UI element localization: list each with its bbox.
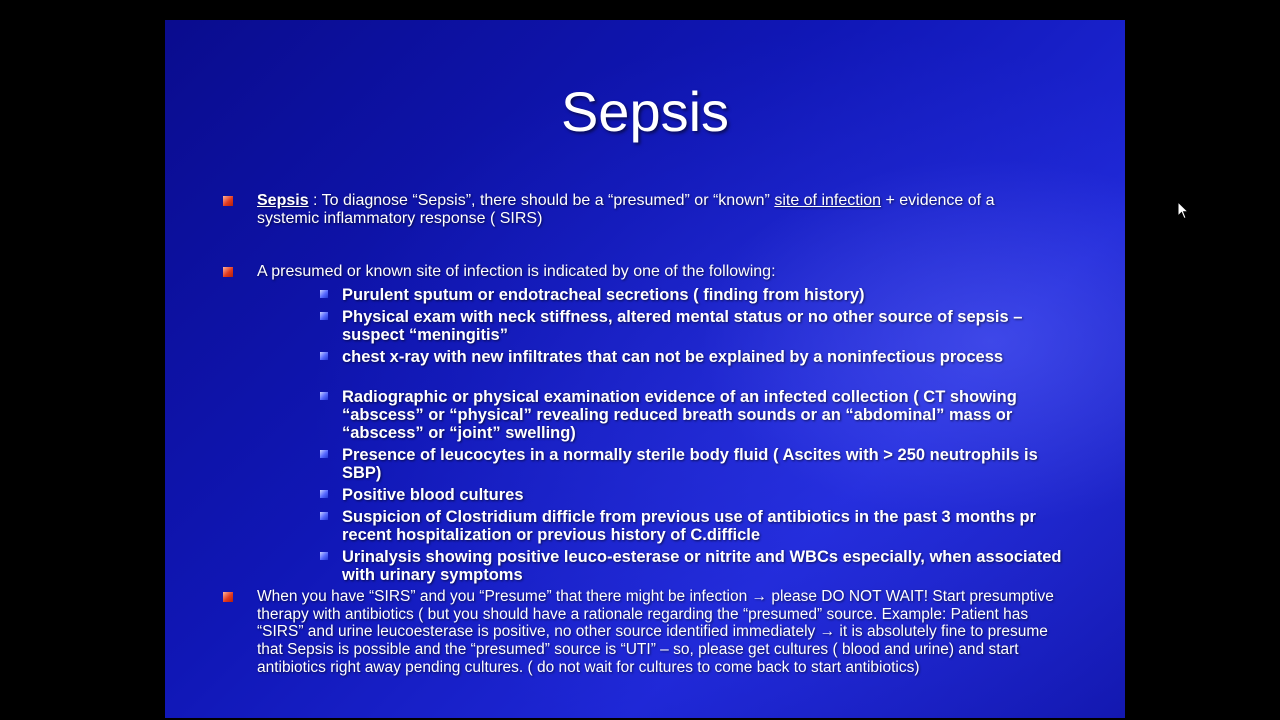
square-bullet-icon xyxy=(320,512,328,520)
list-item: chest x-ray with new infiltrates that can not be explained by a noninfectious process xyxy=(342,348,1004,366)
square-bullet-icon xyxy=(320,490,328,498)
square-bullet-icon xyxy=(320,450,328,458)
square-bullet-icon xyxy=(320,312,328,320)
square-bullet-icon xyxy=(320,290,328,298)
list-item: Radiographic or physical examination evidence of an infected collection ( CT showing “abscess” or “physical” revealing reduced breath sounds or an “abdominal” mass or “abscess” or “joint” swelling) xyxy=(342,388,1017,442)
mouse-pointer-icon xyxy=(1177,201,1189,221)
square-bullet-icon xyxy=(320,552,328,560)
square-bullet-icon xyxy=(320,352,328,360)
bullet-site-of-infection: A presumed or known site of infection is indicated by one of the following: xyxy=(257,263,776,280)
square-bullet-icon xyxy=(223,196,233,206)
square-bullet-icon xyxy=(223,592,233,602)
list-item: Physical exam with neck stiffness, altered mental status or no other source of sepsis – suspect “meningitis” xyxy=(342,308,1023,344)
definition-text-a: : To diagnose “Sepsis”, there should be a “presumed” or “known” xyxy=(308,192,775,209)
list-item: Purulent sputum or endotracheal secretions ( finding from history) xyxy=(342,286,865,304)
list-item: Positive blood cultures xyxy=(342,486,524,504)
bullet-presumptive-therapy: When you have “SIRS” and you “Presume” that there might be infection → please DO NOT WAIT! Start presumptive therapy with antibiotics ( but you should have a rationale regarding the “presumed” source. Example: Patient has “SIRS” and urine leucoesterase is positive, no other source identified immediately → it is absolutely fine to presume that Sepsis is possible and the “presumed” source is “UTI” – so, please get cultures ( blood and urine) and start antibiotics right away pending cultures. ( do not wait for cultures to come back to start antibiotics) xyxy=(257,588,1054,676)
slide-title: Sepsis xyxy=(560,80,730,143)
square-bullet-icon xyxy=(223,267,233,277)
square-bullet-icon xyxy=(320,392,328,400)
sepsis-term: Sepsis xyxy=(257,192,309,209)
presentation-slide xyxy=(165,20,1125,718)
definition-text-b: + evidence of a systemic inflammatory response ( SIRS) xyxy=(257,192,995,227)
bullet-sepsis-definition xyxy=(257,192,1037,228)
list-item: Presence of leucocytes in a normally sterile body fluid ( Ascites with > 250 neutrophils is SBP) xyxy=(342,446,1038,482)
list-item: Suspicion of Clostridium difficle from previous use of antibiotics in the past 3 months pr recent hospitalization or previous history of C.difficle xyxy=(342,508,1036,544)
list-item: Urinalysis showing positive leuco-esterase or nitrite and WBCs especially, when associated with urinary symptoms xyxy=(342,548,1062,584)
site-of-infection-link: site of infection xyxy=(774,192,882,209)
